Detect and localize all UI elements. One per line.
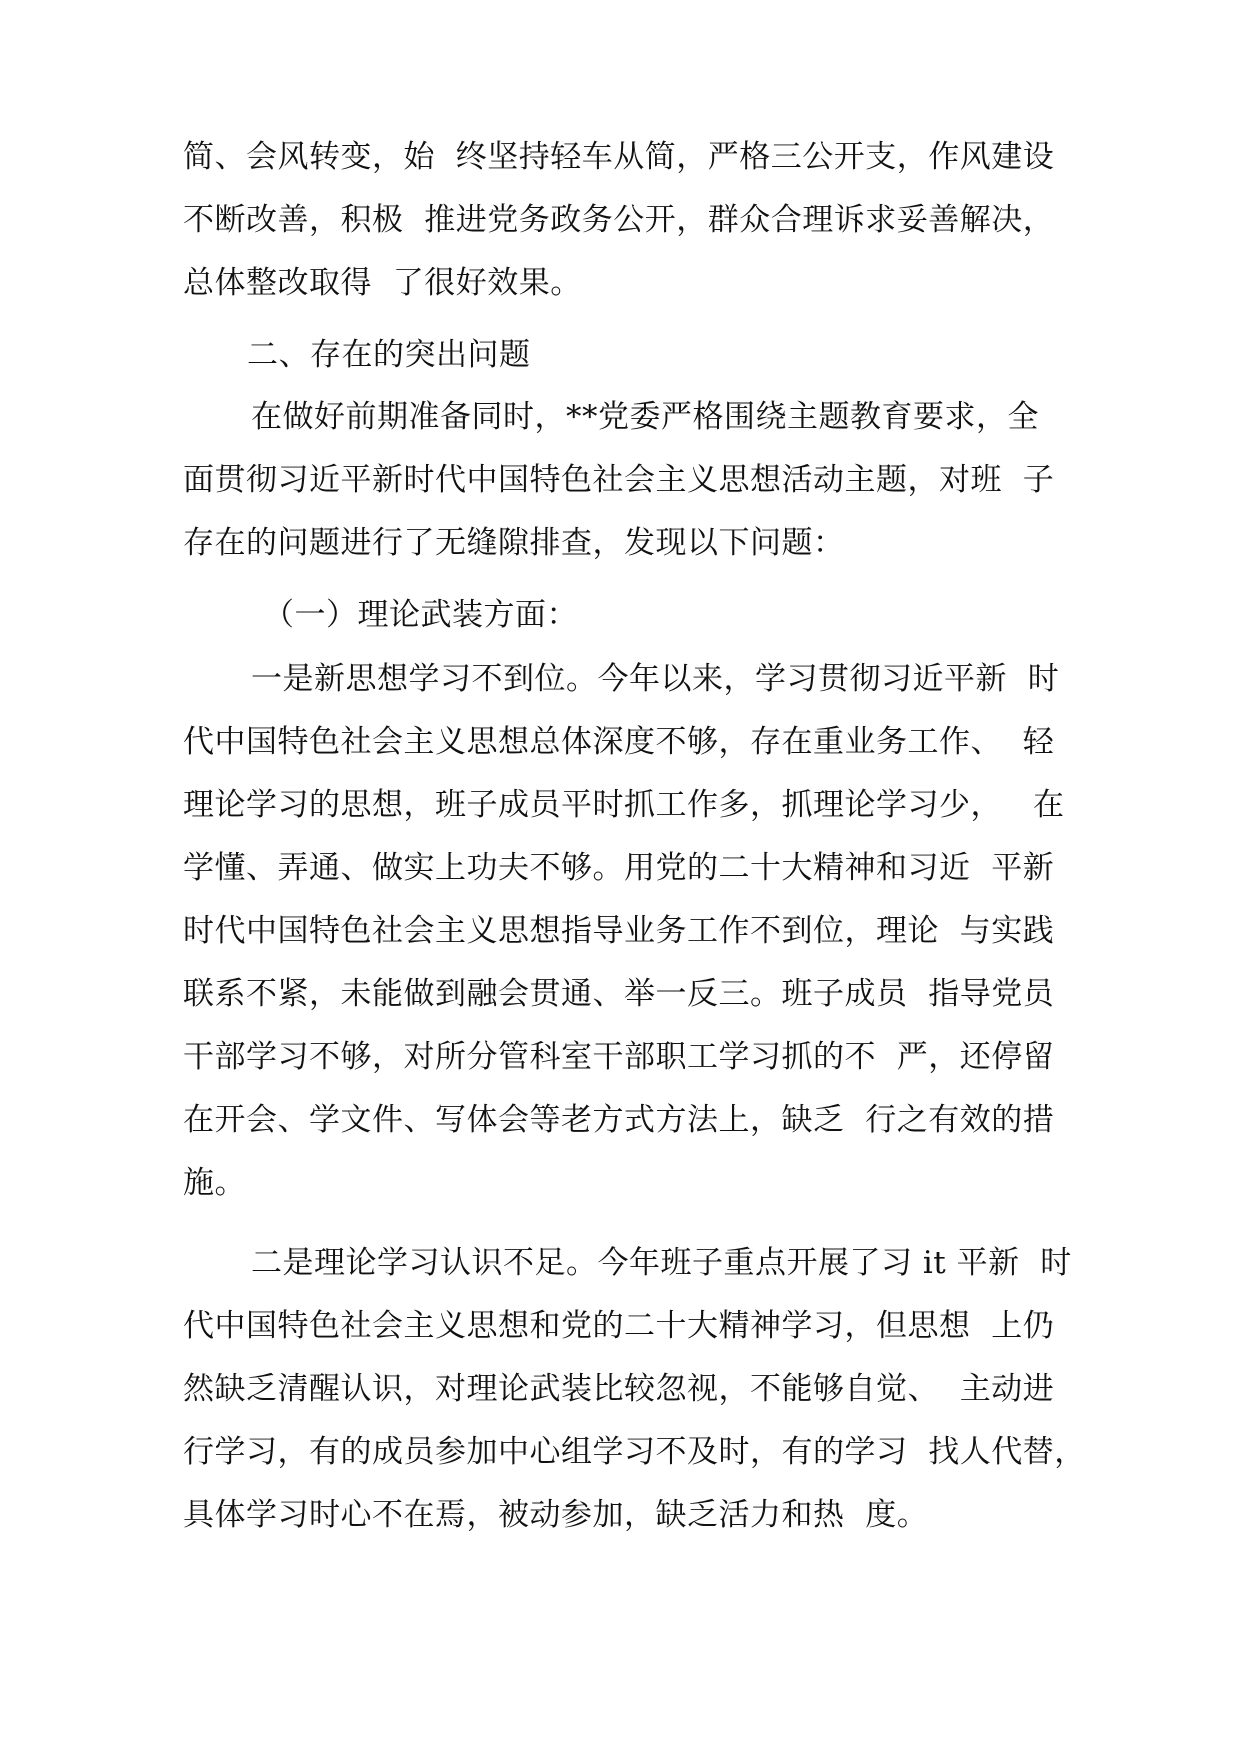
text-line-6: 面贯彻习近平新时代中国特色社会主义思想活动主题，对班 子 [183,462,1055,498]
text-line-19: 代中国特色社会主义思想和党的二十大精神学习，但思想 上仍 [183,1308,1055,1344]
text-line-1: 简、会风转变，始 终坚持轻车从简，严格三公开支，作风建设 [183,139,1055,175]
text-line-5: 在做好前期准备同时，**党委严格围绕主题教育要求，全 [251,399,1039,435]
text-line-22: 具体学习时心不在焉，被动参加，缺乏活力和热 度。 [183,1497,929,1533]
section-heading: 二、存在的突出问题 [247,337,531,373]
text-line-17: 施。 [183,1165,246,1201]
text-line-18: 二是理论学习认识不足。今年班子重点开展了习 it 平新 时 [251,1245,1072,1281]
text-line-14: 联系不紧，未能做到融会贯通、举一反三。班子成员 指导党员 [183,976,1055,1012]
text-line-10: 代中国特色社会主义思想总体深度不够，存在重业务工作、 轻 [183,724,1055,760]
text-line-21: 行学习，有的成员参加中心组学习不及时，有的学习 找人代替， [183,1434,1086,1470]
text-line-20: 然缺乏清醒认识，对理论武装比较忽视，不能够自觉、 主动进 [183,1371,1055,1407]
text-line-9: 一是新思想学习不到位。今年以来，学习贯彻习近平新 时 [251,661,1060,697]
text-line-7: 存在的问题进行了无缝隙排查，发现以下问题： [183,525,845,561]
text-line-3: 总体整改取得 了很好效果。 [183,265,582,301]
text-line-2: 不断改善，积极 推进党务政务公开，群众合理诉求妥善解决， [183,202,1055,238]
text-line-15: 干部学习不够，对所分管科室干部职工学习抓的不 严，还停留 [183,1039,1055,1075]
text-line-11: 理论学习的思想，班子成员平时抓工作多，抓理论学习少， 在 [183,787,1065,823]
subsection-heading: （一）理论武装方面： [263,597,578,633]
text-line-16: 在开会、学文件、写体会等老方式方法上，缺乏 行之有效的措 [183,1102,1055,1138]
text-line-12: 学懂、弄通、做实上功夫不够。用党的二十大精神和习近 平新 [183,850,1055,886]
text-line-13: 时代中国特色社会主义思想指导业务工作不到位，理论 与实践 [183,913,1055,949]
